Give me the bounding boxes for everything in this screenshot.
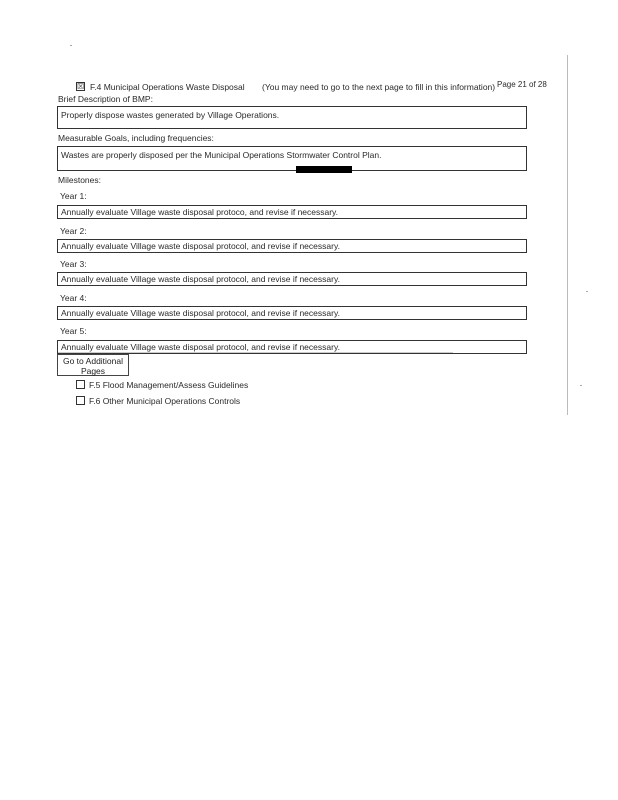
redaction-bar xyxy=(296,166,352,173)
brief-description-field[interactable]: Properly dispose wastes generated by Village Operations. xyxy=(57,106,527,129)
year-3-label: Year 3: xyxy=(60,259,87,269)
scan-speck xyxy=(580,385,582,386)
year-2-field[interactable]: Annually evaluate Village waste disposal protocol, and revise if necessary. xyxy=(57,239,527,253)
go-to-additional-pages-button[interactable]: Go to Additional Pages xyxy=(57,354,129,376)
scan-rule xyxy=(58,352,453,353)
checkbox-f6[interactable] xyxy=(76,396,85,405)
page-number: Page 21 of 28 xyxy=(497,80,547,89)
option-f6-label: F.6 Other Municipal Operations Controls xyxy=(89,396,241,406)
section-title: F.4 Municipal Operations Waste Disposal xyxy=(90,82,245,92)
year-4-field[interactable]: Annually evaluate Village waste disposal protocol, and revise if necessary. xyxy=(57,306,527,320)
milestones-label: Milestones: xyxy=(58,175,101,185)
option-f5-label: F.5 Flood Management/Assess Guidelines xyxy=(89,380,249,390)
measurable-goals-field[interactable]: Wastes are properly disposed per the Municipal Operations Stormwater Control Plan. xyxy=(57,146,527,171)
measurable-goals-label: Measurable Goals, including frequencies: xyxy=(58,133,214,143)
scan-edge-line xyxy=(567,55,568,415)
year-4-label: Year 4: xyxy=(60,293,87,303)
checked-checkbox-f4[interactable]: ☒ xyxy=(77,82,85,91)
year-5-field[interactable]: Annually evaluate Village waste disposal protocol, and revise if necessary. xyxy=(57,340,527,354)
year-5-label: Year 5: xyxy=(60,326,87,336)
year-3-field[interactable]: Annually evaluate Village waste disposal protocol, and revise if necessary. xyxy=(57,272,527,286)
year-2-label: Year 2: xyxy=(60,226,87,236)
page-note: (You may need to go to the next page to fill in this information) xyxy=(262,82,496,92)
scan-speck xyxy=(586,291,588,292)
year-1-label: Year 1: xyxy=(60,191,87,201)
brief-description-label: Brief Description of BMP: xyxy=(58,94,153,104)
checkbox-f5[interactable] xyxy=(76,380,85,389)
year-1-field[interactable]: Annually evaluate Village waste disposal protoco, and revise if necessary. xyxy=(57,205,527,219)
scan-speck xyxy=(70,45,72,46)
